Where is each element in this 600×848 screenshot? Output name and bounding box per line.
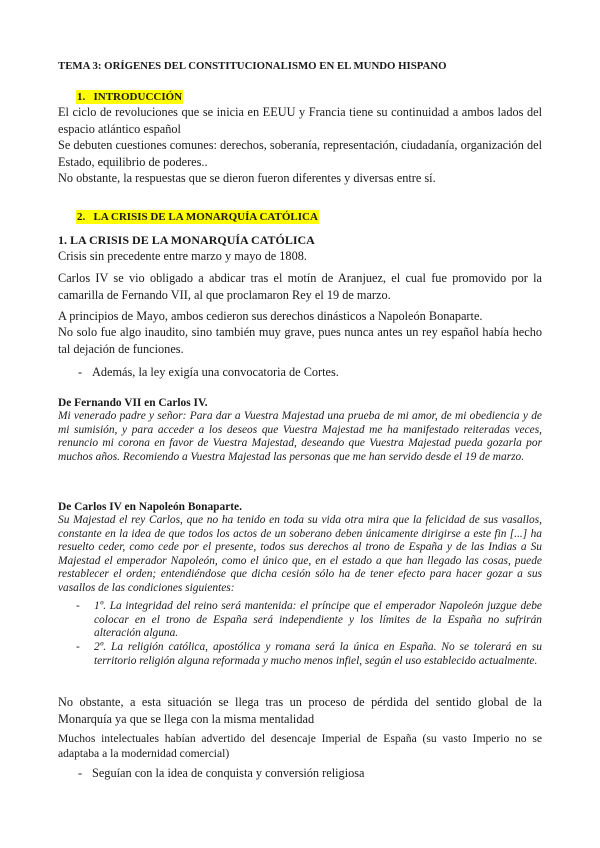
crisis-p2: Carlos IV se vio obligado a abdicar tras el motín de Aranjuez, el cual fue promovido por la camarilla de Fernando VII, al que proclamaron Rey el 19 de marzo. bbox=[58, 271, 542, 302]
bullet-dash: - bbox=[76, 600, 80, 612]
subheading-crisis: 1. LA CRISIS DE LA MONARQUÍA CATÓLICA bbox=[58, 233, 315, 247]
section-heading-highlight: 1. INTRODUCCIÓN bbox=[77, 91, 183, 103]
section-heading-crisis bbox=[76, 208, 319, 225]
closing-p2: Muchos intelectuales habían advertido del desencaje Imperial de España (su vasto Imperio no se adaptaba a la modernidad comercial) bbox=[58, 732, 542, 760]
letter1-text: Mi venerado padre y señor: Para dar a Vuestra Majestad una prueba de mi amor, de mi obediencia y de mi sumisión, y para acceder a los deseos que Vuestra Majestad me ha manifestado reiteradas veces, renuncio mi corona en favor de Vuestra Majestad, deseando que Vuestra Majestad pueda gozarla por muchos años. Recomiendo a Vuestra Majestad las personas que me han servido desde el 19 de marzo. bbox=[58, 410, 542, 463]
intro-paragraph: No obstante, la respuestas que se dieron fueron diferentes y diversas entre sí. bbox=[58, 171, 436, 185]
letter2-heading: De Carlos IV en Napoleón Bonaparte. bbox=[58, 501, 242, 513]
crisis-p1: Crisis sin precedente entre marzo y mayo de 1808. bbox=[58, 249, 307, 263]
bullet-dash: - bbox=[78, 365, 83, 379]
document-title: TEMA 3: ORÍGENES DEL CONSTITUCIONALISMO EN EL MUNDO HISPANO bbox=[58, 60, 447, 72]
condition-item bbox=[76, 600, 542, 641]
section-heading-highlight: 2. LA CRISIS DE LA MONARQUÍA CATÓLICA bbox=[77, 211, 318, 223]
bullet-dash: - bbox=[78, 766, 83, 780]
letter2-text: Su Majestad el rey Carlos, que no ha tenido en toda su vida otra mira que la felicidad de sus vasallos, constante en la idea de que todos los actos de un soberano deben únicamente dirigirse a este fin [...] ha resuelto ceder, como cede por el presente, todos sus derechos al trono de España y de las Indias a Su Majestad el emperador Napoleón, como el único que, en el estado a que han llegado las cosas, puede restablecer el orden; entendiéndose que dicha cesión sólo ha de tener efecto para hacer gozar a sus vasallos de las condiciones siguientes: bbox=[58, 514, 542, 594]
crisis-p4: No solo fue algo inaudito, sino también muy grave, pues nunca antes un rey español había hecho tal dejación de funciones. bbox=[58, 325, 542, 356]
list-item-text: Además, la ley exigía una convocatoria de Cortes. bbox=[92, 365, 339, 379]
bullet-dash: - bbox=[76, 641, 80, 653]
list-item-text: Seguían con la idea de conquista y conversión religiosa bbox=[92, 766, 365, 780]
closing-p1: No obstante, a esta situación se llega tras un proceso de pérdida del sentido global de la Monarquía ya que se llega con la misma mentalidad bbox=[58, 695, 542, 726]
condition-item bbox=[76, 641, 542, 668]
letter1-heading: De Fernando VII en Carlos IV. bbox=[58, 397, 208, 409]
intro-text bbox=[58, 104, 542, 187]
condition-text: 1º. La integridad del reino será mantenida: el príncipe que el emperador Napoleón juzgue debe colocar en el trono de España será independiente y los límites de la España no sufrirán alteración alguna. bbox=[94, 600, 542, 640]
intro-paragraph: El ciclo de revoluciones que se inicia en EEUU y Francia tiene su continuidad a ambos lados del espacio atlántico español bbox=[58, 105, 542, 136]
crisis-p3: A principios de Mayo, ambos cedieron sus derechos dinásticos a Napoleón Bonaparte. bbox=[58, 309, 483, 323]
intro-paragraph: Se debuten cuestiones comunes: derechos, soberanía, representación, ciudadanía, organización del Estado, equilibrio de poderes.. bbox=[58, 138, 542, 169]
condition-text: 2º. La religión católica, apostólica y romana será la única en España. No se tolerará en su territorio religión alguna reformada y mucho menos infiel, según el uso establecido actualmente. bbox=[94, 641, 542, 667]
section-heading-introduccion bbox=[76, 88, 183, 105]
